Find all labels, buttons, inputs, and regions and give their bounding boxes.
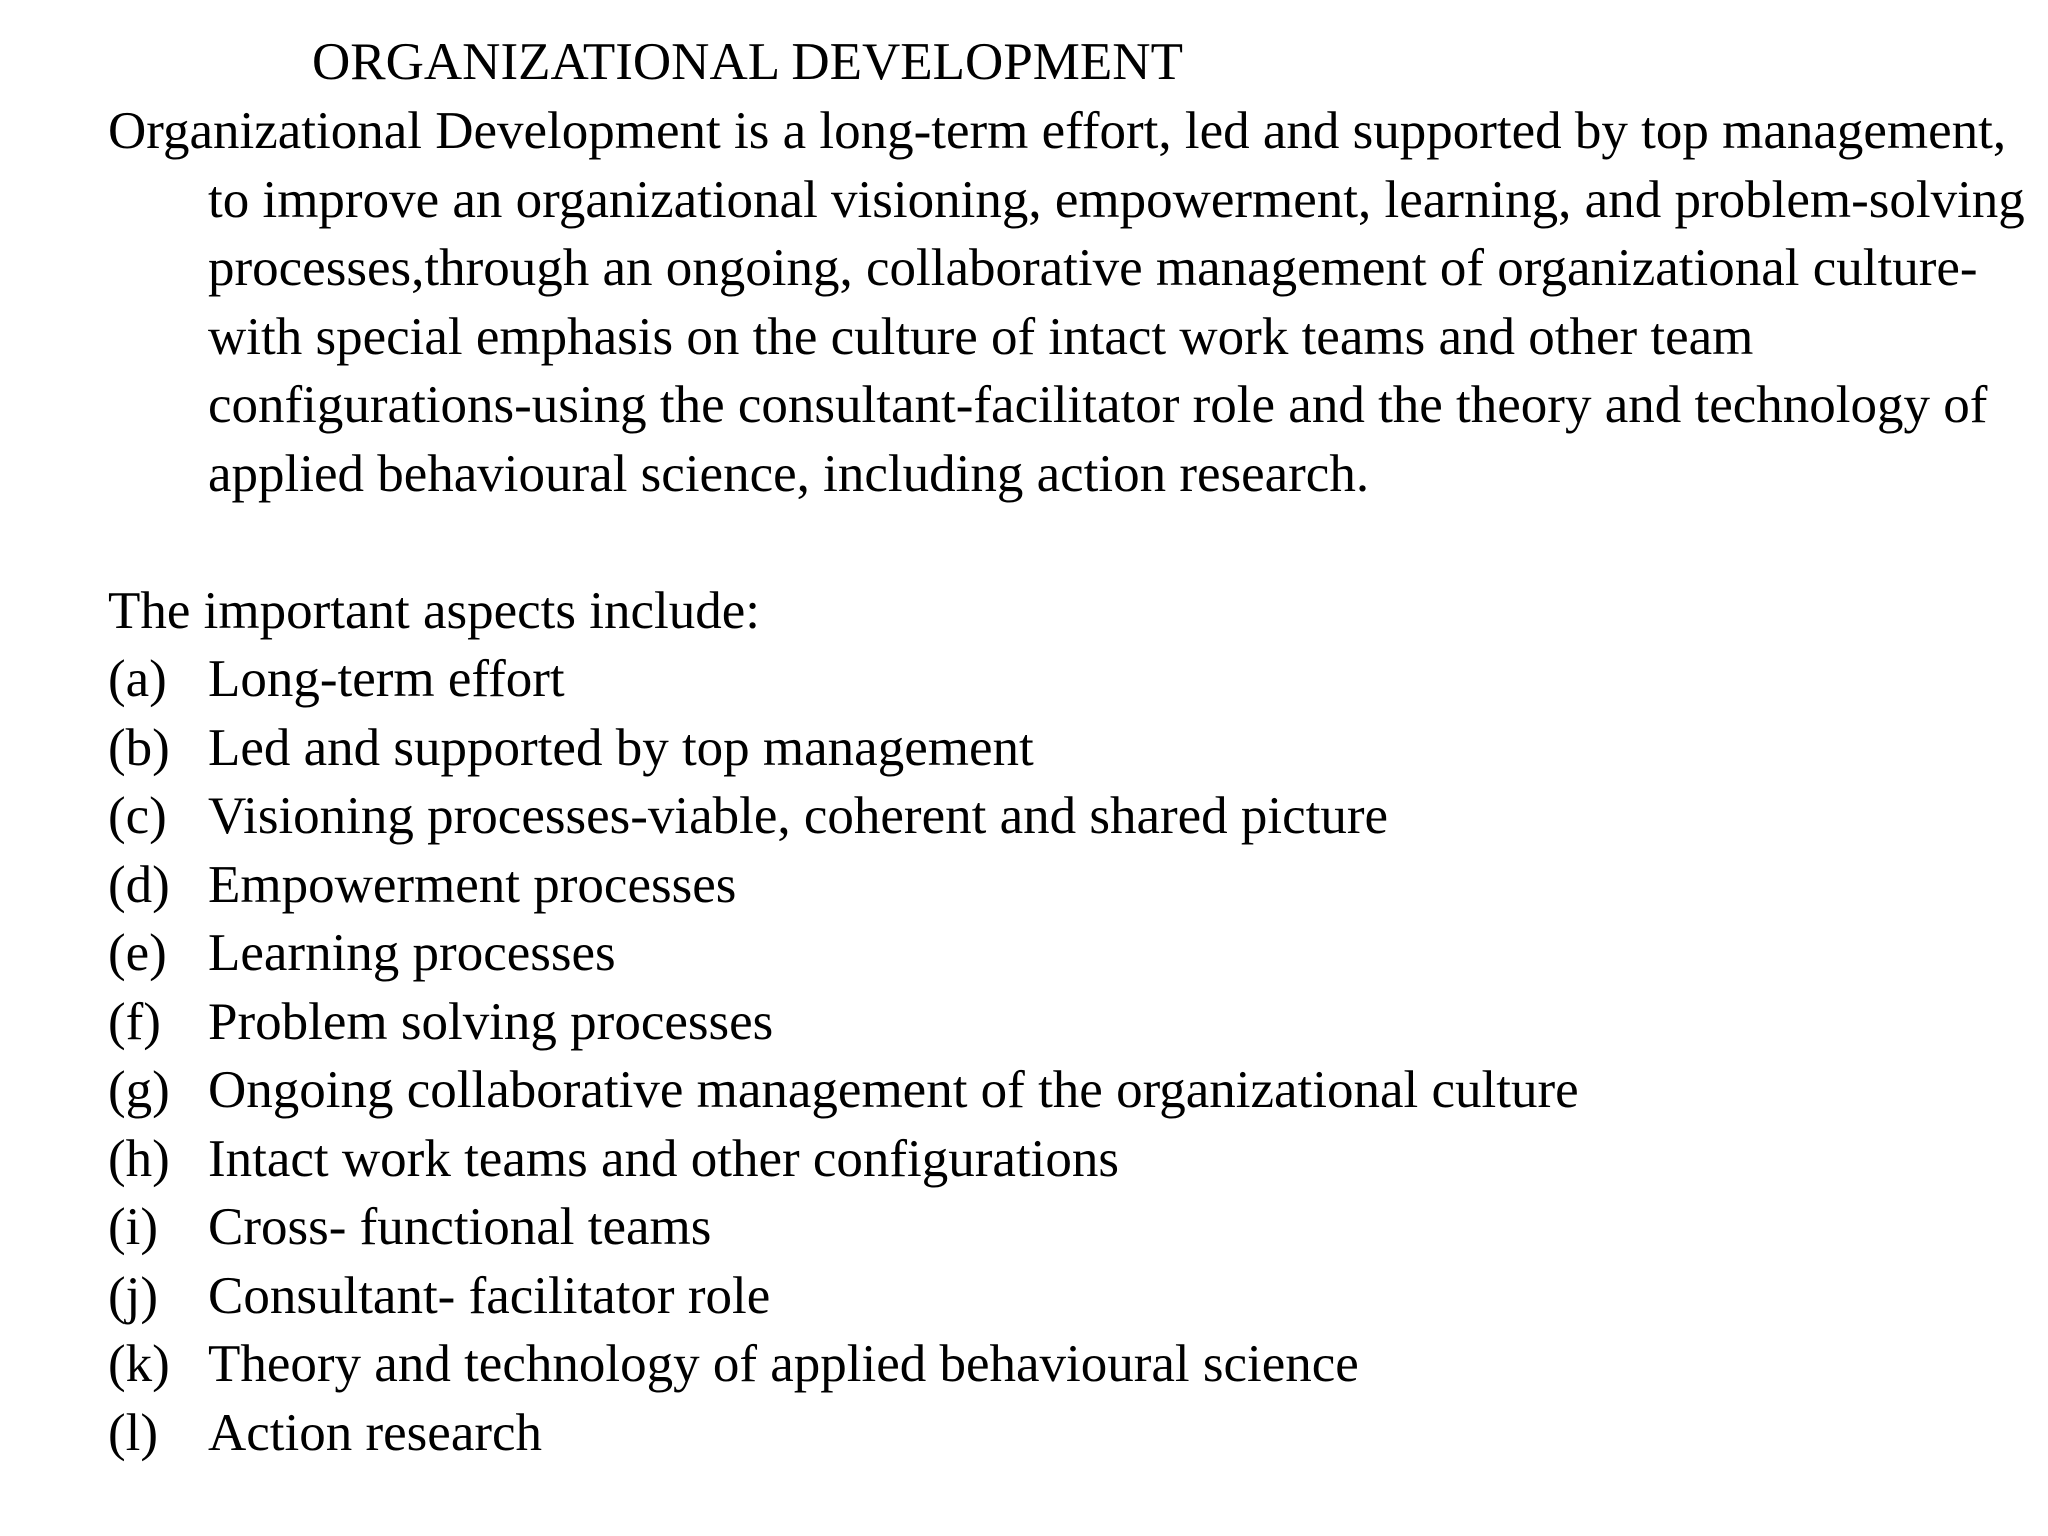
list-item-text: Learning processes (208, 924, 616, 982)
list-marker: (a) (108, 650, 167, 708)
list-marker: (f) (108, 992, 161, 1051)
list-marker: (c) (108, 787, 167, 845)
list-marker: (j) (108, 1266, 159, 1325)
list-item-text: Long-term effort (208, 650, 565, 708)
list-item-text: Consultant- facilitator role (208, 1266, 771, 1325)
list-marker: (b) (108, 718, 170, 777)
page-title: ORGANIZATIONAL DEVELOPMENT (312, 33, 1183, 91)
aspects-lead-in: The important aspects include: (108, 582, 760, 640)
list-marker: (h) (108, 1129, 170, 1188)
list-item-text: Intact work teams and other configurations (208, 1129, 1120, 1188)
list-item-text: Led and supported by top management (208, 718, 1034, 777)
list-marker: (e) (108, 924, 167, 982)
definition-paragraph: Organizational Development is a long-term effort, led and supported by top management, to improve an organizational visioning, empowerment, learning, and problem-solving processes,through an ongoing, collaborative management of organizational culture- with special emphasis on the culture of intact work teams and other team configurations-using the consultant-facilitator role and the theory and technology of applied behavioural science, including action research. (108, 102, 2025, 503)
list-item-text: Ongoing collaborative management of the organizational culture (208, 1061, 1579, 1119)
list-marker: (l) (108, 1403, 159, 1462)
list-item-text: Visioning processes-viable, coherent and shared picture (208, 787, 1389, 845)
list-item-text: Problem solving processes (208, 992, 774, 1051)
list-item-text: Theory and technology of applied behavioural science (208, 1335, 1359, 1393)
list-marker: (k) (108, 1335, 170, 1393)
list-item-text: Action research (208, 1403, 543, 1462)
list-marker: (i) (108, 1198, 159, 1256)
list-item-text: Empowerment processes (208, 855, 737, 914)
list-item-text: Cross- functional teams (208, 1198, 712, 1256)
list-marker: (g) (108, 1061, 170, 1119)
list-marker: (d) (108, 855, 170, 914)
